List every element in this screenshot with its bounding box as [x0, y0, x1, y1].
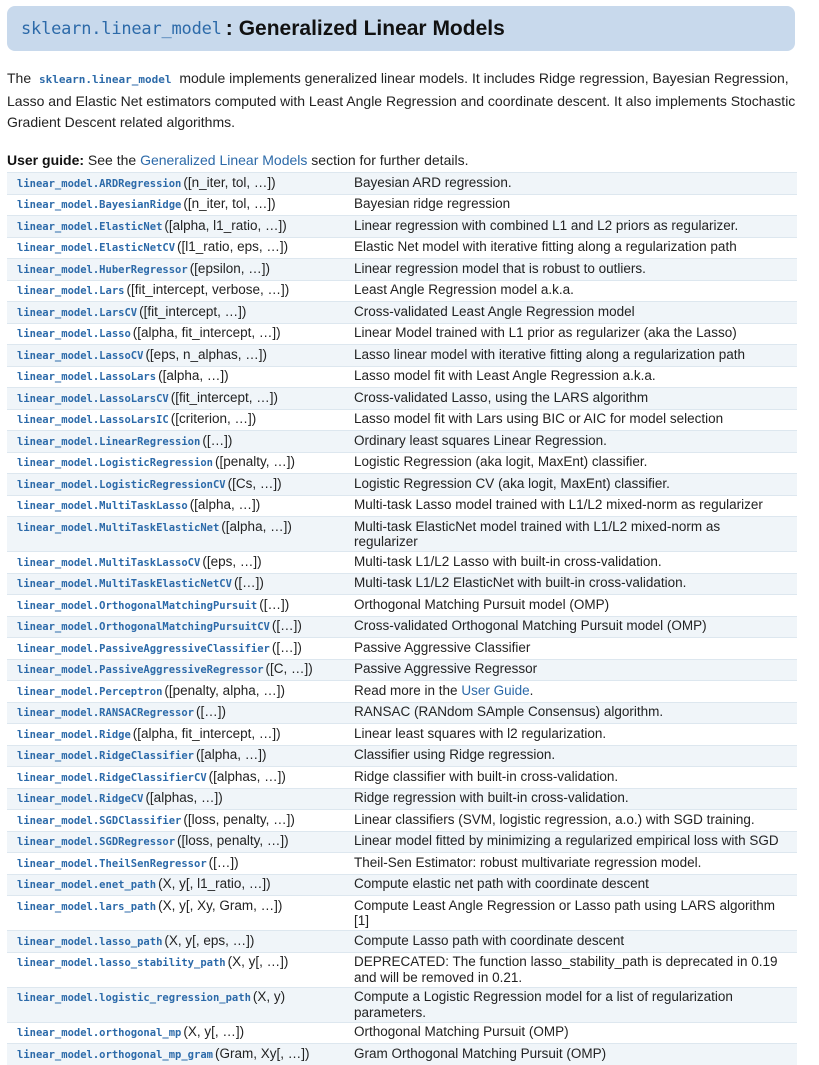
- table-row: [7, 366, 797, 388]
- api-link[interactable]: linear_model.SGDRegressor: [17, 836, 176, 848]
- api-link[interactable]: linear_model.lasso_path: [17, 935, 163, 948]
- user-guide-inline-link[interactable]: User Guide: [461, 682, 530, 698]
- api-description-text: Theil-Sen Estimator: robust multivariate regression model.: [354, 854, 702, 870]
- api-description-text: RANSAC (RANdom SAmple Consensus) algorithm.: [354, 704, 664, 719]
- api-name-cell: [7, 495, 348, 517]
- api-signature: (X, y[, Xy, Gram, …]): [158, 897, 283, 913]
- api-name-cell: [7, 724, 348, 746]
- api-name-cell: [7, 896, 348, 931]
- api-link[interactable]: linear_model.ElasticNetCV: [17, 242, 176, 254]
- api-link[interactable]: linear_model.LassoLarsIC: [17, 414, 169, 426]
- api-description: [348, 595, 797, 617]
- api-description: [348, 702, 797, 724]
- api-signature: ([fit_intercept, …]): [170, 389, 279, 405]
- api-name-cell: [7, 853, 348, 875]
- api-description-text: Ridge classifier with built-in cross-validation.: [354, 768, 619, 784]
- api-description-text: Logistic Regression (aka logit, MaxEnt) classifier.: [354, 454, 648, 469]
- table-row: [7, 952, 797, 987]
- table-row: [7, 788, 797, 810]
- api-description: [348, 388, 797, 410]
- api-link[interactable]: linear_model.orthogonal_mp_gram: [17, 1048, 213, 1061]
- api-description-text: Logistic Regression CV (aka logit, MaxEnt) classifier.: [354, 475, 670, 491]
- api-signature: ([…]): [196, 704, 227, 719]
- api-name-cell: [7, 388, 348, 410]
- api-link[interactable]: linear_model.HuberRegressor: [17, 263, 188, 276]
- api-link[interactable]: linear_model.PassiveAggressiveRegressor: [17, 664, 264, 676]
- api-name-cell: [7, 659, 348, 681]
- table-row: [7, 280, 797, 302]
- api-signature: (X, y[, eps, …]): [164, 932, 255, 948]
- api-signature: (X, y): [252, 989, 286, 1004]
- api-link[interactable]: linear_model.MultiTaskElasticNetCV: [17, 578, 232, 590]
- api-description-text: Multi-task L1/L2 ElasticNet with built-in cross-validation.: [354, 575, 687, 590]
- api-name-cell: [7, 810, 348, 832]
- api-description: [348, 409, 797, 431]
- api-signature: ([alpha, …]): [221, 518, 292, 534]
- table-row: [7, 495, 797, 517]
- table-row: [7, 724, 797, 746]
- api-name-cell: [7, 874, 348, 896]
- table-row: [7, 767, 797, 789]
- api-name-cell: [7, 831, 348, 853]
- api-signature: ([criterion, …]): [170, 411, 257, 426]
- api-name-cell: [7, 259, 348, 281]
- api-description-text: Cross-validated Orthogonal Matching Pursuit model (OMP): [354, 618, 707, 633]
- api-signature: (X, y[, …]): [183, 1024, 245, 1039]
- table-row: [7, 987, 797, 1022]
- api-link[interactable]: linear_model.LassoLarsCV: [17, 392, 169, 405]
- api-link[interactable]: linear_model.MultiTaskElasticNet: [17, 521, 220, 534]
- api-description-text: Linear classifiers (SVM, logistic regression, a.o.) with SGD training.: [354, 811, 755, 827]
- api-signature: ([penalty, alpha, …]): [164, 682, 285, 698]
- api-signature: ([alpha, fit_intercept, …]): [132, 725, 281, 741]
- user-guide-line: [7, 151, 468, 169]
- api-name-cell: [7, 194, 348, 216]
- api-link[interactable]: linear_model.Perceptron: [17, 685, 163, 698]
- api-signature: ([alpha, l1_ratio, …]): [164, 217, 287, 233]
- api-description-text: Bayesian ridge regression: [354, 196, 511, 211]
- api-link[interactable]: linear_model.ElasticNet: [17, 220, 163, 233]
- api-link[interactable]: linear_model.ARDRegression: [17, 177, 182, 190]
- api-signature: ([alphas, …]): [208, 768, 286, 784]
- api-description-text: Linear regression with combined L1 and L2 priors as regularizer.: [354, 217, 739, 233]
- api-description: [348, 853, 797, 875]
- api-link[interactable]: linear_model.lasso_stability_path: [17, 957, 226, 969]
- api-name-cell: [7, 366, 348, 388]
- api-description: [348, 788, 797, 810]
- table-row: [7, 853, 797, 875]
- api-description: [348, 474, 797, 496]
- api-description-text: Cross-validated Lasso, using the LARS algorithm: [354, 389, 649, 405]
- api-description-text: Least Angle Regression model a.k.a.: [354, 282, 574, 297]
- api-description-text: Lasso model fit with Least Angle Regression a.k.a.: [354, 368, 656, 383]
- api-signature: ([alpha, fit_intercept, …]): [132, 325, 281, 340]
- api-link[interactable]: linear_model.LogisticRegressionCV: [17, 478, 226, 491]
- table-row: [7, 259, 797, 281]
- intro-module-code: sklearn.linear_model: [39, 73, 172, 86]
- api-description: [348, 216, 797, 238]
- api-signature: ([…]): [271, 639, 302, 655]
- api-signature: ([C, …]): [265, 661, 313, 676]
- title-module-name: sklearn.linear_model: [21, 18, 222, 39]
- api-link[interactable]: linear_model.Lasso: [17, 328, 131, 340]
- api-description: [348, 745, 797, 767]
- api-description-text: Read more in the: [354, 682, 458, 698]
- api-name-cell: [7, 681, 348, 703]
- api-signature: ([…]): [259, 596, 290, 612]
- api-description-text: Compute Lasso path with coordinate descent: [354, 932, 625, 948]
- api-link[interactable]: linear_model.LarsCV: [17, 306, 138, 319]
- intro-paragraph: [7, 68, 797, 134]
- api-description: [348, 952, 797, 987]
- table-row: [7, 388, 797, 410]
- api-description: [348, 681, 797, 703]
- table-row: [7, 517, 797, 552]
- api-description-text: Gram Orthogonal Matching Pursuit (OMP): [354, 1045, 607, 1061]
- api-description: [348, 302, 797, 324]
- title-separator: :: [225, 16, 233, 40]
- api-name-cell: [7, 452, 348, 474]
- api-description: [348, 724, 797, 746]
- api-signature: ([n_iter, tol, …]): [183, 196, 276, 211]
- api-description-text: Linear model fitted by minimizing a regularized empirical loss with SGD: [354, 833, 779, 848]
- api-description-text: Multi-task ElasticNet model trained with L1/L2 mixed-norm as regularizer: [354, 518, 721, 549]
- table-row: [7, 237, 797, 259]
- table-row: [7, 745, 797, 767]
- api-name-cell: [7, 616, 348, 638]
- api-description: [348, 517, 797, 552]
- api-description: [348, 259, 797, 281]
- api-name-cell: [7, 431, 348, 453]
- api-link[interactable]: linear_model.Lars: [17, 285, 125, 297]
- api-description-text: Passive Aggressive Regressor: [354, 661, 538, 676]
- api-description: [348, 638, 797, 660]
- api-description-text: Multi-task L1/L2 Lasso with built-in cross-validation.: [354, 553, 662, 569]
- api-description-text: Classifier using Ridge regression.: [354, 747, 556, 762]
- api-name-cell: [7, 216, 348, 238]
- api-link[interactable]: linear_model.orthogonal_mp: [17, 1027, 182, 1039]
- api-name-cell: [7, 987, 348, 1022]
- api-name-cell: [7, 474, 348, 496]
- table-row: [7, 302, 797, 324]
- api-description: [348, 987, 797, 1022]
- api-description: [348, 874, 797, 896]
- user-guide-link[interactable]: Generalized Linear Models: [140, 152, 308, 168]
- api-description-text: Orthogonal Matching Pursuit model (OMP): [354, 596, 610, 612]
- intro-pre: The: [7, 70, 32, 86]
- table-row: [7, 216, 797, 238]
- api-signature: ([alpha, …]): [189, 497, 261, 512]
- api-link[interactable]: linear_model.SGDClassifier: [17, 814, 182, 827]
- api-name-cell: [7, 745, 348, 767]
- api-link[interactable]: linear_model.Ridge: [17, 728, 131, 741]
- api-signature: ([…]): [208, 854, 239, 870]
- api-description: [348, 1022, 797, 1044]
- table-row: [7, 1022, 797, 1044]
- title-text: Generalized Linear Models: [238, 16, 505, 40]
- api-name-cell: [7, 517, 348, 552]
- api-link[interactable]: linear_model.LinearRegression: [17, 435, 201, 448]
- api-link[interactable]: linear_model.MultiTaskLassoCV: [17, 556, 201, 569]
- api-description-text: Lasso linear model with iterative fitting along a regularization path: [354, 346, 745, 362]
- api-name-cell: [7, 573, 348, 595]
- api-description: [348, 431, 797, 453]
- api-signature: ([eps, n_alphas, …]): [145, 346, 267, 362]
- table-row: [7, 431, 797, 453]
- user-guide-post: section for further details.: [311, 152, 469, 168]
- table-row: [7, 702, 797, 724]
- api-name-cell: [7, 409, 348, 431]
- api-signature: ([epsilon, …]): [189, 260, 270, 276]
- api-description-text: Lasso model fit with Lars using BIC or AIC for model selection: [354, 411, 724, 426]
- table-row: [7, 552, 797, 574]
- table-row: [7, 616, 797, 638]
- api-name-cell: [7, 1044, 348, 1065]
- api-signature: ([l1_ratio, eps, …]): [177, 239, 289, 254]
- api-description: [348, 616, 797, 638]
- api-link[interactable]: linear_model.LassoCV: [17, 349, 144, 362]
- api-table-body: [7, 173, 797, 1065]
- api-description-text: Orthogonal Matching Pursuit (OMP): [354, 1024, 569, 1039]
- api-link[interactable]: linear_model.RANSACRegressor: [17, 707, 195, 719]
- api-name-cell: [7, 345, 348, 367]
- api-description-end: .: [529, 682, 534, 698]
- api-name-cell: [7, 1022, 348, 1044]
- api-description-text: Ordinary least squares Linear Regression.: [354, 432, 607, 448]
- api-link[interactable]: linear_model.RidgeClassifier: [17, 750, 195, 762]
- api-name-cell: [7, 280, 348, 302]
- api-signature: ([penalty, …]): [214, 454, 295, 469]
- table-row: [7, 681, 797, 703]
- api-signature: ([Cs, …]): [227, 475, 282, 491]
- api-link[interactable]: linear_model.RidgeClassifierCV: [17, 771, 207, 784]
- api-description: [348, 659, 797, 681]
- api-signature: (X, y[, l1_ratio, …]): [158, 876, 271, 891]
- api-name-cell: [7, 173, 348, 195]
- api-description-text: Linear Model trained with L1 prior as regularizer (aka the Lasso): [354, 325, 737, 340]
- api-link[interactable]: linear_model.PassiveAggressiveClassifier: [17, 642, 270, 655]
- api-description: [348, 931, 797, 953]
- api-description-text: Linear regression model that is robust to outliers.: [354, 260, 646, 276]
- api-name-cell: [7, 702, 348, 724]
- api-description: [348, 280, 797, 302]
- api-description: [348, 831, 797, 853]
- api-signature: ([…]): [233, 575, 264, 590]
- api-description-text: DEPRECATED: The function lasso_stability_path is deprecated in 0.19 and will be removed in 0.21.: [354, 954, 778, 985]
- api-description: [348, 896, 797, 931]
- api-link[interactable]: linear_model.MultiTaskLasso: [17, 500, 188, 512]
- api-description-text: Bayesian ARD regression.: [354, 174, 512, 190]
- table-row: [7, 409, 797, 431]
- api-signature: ([n_iter, tol, …]): [183, 174, 276, 190]
- table-row: [7, 323, 797, 345]
- api-signature: ([fit_intercept, …]): [139, 303, 247, 319]
- api-description: [348, 366, 797, 388]
- table-row: [7, 194, 797, 216]
- api-description: [348, 1044, 797, 1065]
- api-table: [7, 172, 797, 1065]
- table-row: [7, 452, 797, 474]
- api-link[interactable]: linear_model.logistic_regression_path: [17, 992, 251, 1004]
- table-row: [7, 896, 797, 931]
- api-name-cell: [7, 788, 348, 810]
- api-description-text: Cross-validated Least Angle Regression model: [354, 303, 635, 319]
- api-link[interactable]: linear_model.RidgeCV: [17, 793, 144, 805]
- api-name-cell: [7, 931, 348, 953]
- api-description-text: Ridge regression with built-in cross-validation.: [354, 790, 629, 805]
- api-description: [348, 573, 797, 595]
- api-signature: ([…]): [202, 432, 233, 448]
- api-link[interactable]: linear_model.OrthogonalMatchingPursuitCV: [17, 621, 270, 633]
- api-link[interactable]: linear_model.lars_path: [17, 900, 157, 913]
- table-row: [7, 474, 797, 496]
- api-link[interactable]: linear_model.LassoLars: [17, 371, 157, 383]
- api-signature: ([alpha, …]): [196, 747, 267, 762]
- page-title: [7, 6, 795, 51]
- api-description-text: Compute elastic net path with coordinate descent: [354, 876, 649, 891]
- api-name-cell: [7, 302, 348, 324]
- api-description-text: Multi-task Lasso model trained with L1/L2 mixed-norm as regularizer: [354, 497, 763, 512]
- intro-post: module implements generalized linear models. It includes Ridge regression, Bayesian Regression, Lasso and Elastic Net estimators computed with Least Angle Regression and coordinate descent. It also implements Stochastic Gradient Descent related algorithms.: [7, 70, 796, 130]
- api-description: [348, 194, 797, 216]
- user-guide-label: User guide:: [7, 152, 85, 168]
- api-signature: ([loss, penalty, …]): [183, 811, 295, 827]
- api-description-text: Compute Least Angle Regression or Lasso path using LARS algorithm [1]: [354, 897, 775, 928]
- api-description-text: Passive Aggressive Classifier: [354, 639, 531, 655]
- api-link[interactable]: linear_model.OrthogonalMatchingPursuit: [17, 599, 258, 612]
- user-guide-pre: See the: [87, 152, 137, 168]
- api-description-text: Compute a Logistic Regression model for a list of regularization parameters.: [354, 989, 733, 1020]
- api-signature: ([…]): [271, 618, 302, 633]
- api-name-cell: [7, 952, 348, 987]
- api-name-cell: [7, 323, 348, 345]
- api-description: [348, 810, 797, 832]
- api-description: [348, 452, 797, 474]
- api-name-cell: [7, 638, 348, 660]
- table-row: [7, 173, 797, 195]
- api-description-text: Elastic Net model with iterative fitting along a regularization path: [354, 239, 737, 254]
- api-description: [348, 552, 797, 574]
- api-signature: ([loss, penalty, …]): [177, 833, 289, 848]
- api-description: [348, 173, 797, 195]
- api-signature: ([alphas, …]): [145, 790, 223, 805]
- api-name-cell: [7, 237, 348, 259]
- api-link[interactable]: linear_model.TheilSenRegressor: [17, 857, 207, 870]
- api-description: [348, 323, 797, 345]
- table-row: [7, 638, 797, 660]
- api-name-cell: [7, 552, 348, 574]
- table-row: [7, 931, 797, 953]
- table-row: [7, 345, 797, 367]
- api-link[interactable]: linear_model.LogisticRegression: [17, 457, 213, 469]
- api-description: [348, 767, 797, 789]
- table-row: [7, 810, 797, 832]
- api-signature: (Gram, Xy[, …]): [214, 1045, 310, 1061]
- api-description: [348, 345, 797, 367]
- table-row: [7, 874, 797, 896]
- api-signature: (X, y[, …]): [227, 954, 289, 969]
- api-link[interactable]: linear_model.BayesianRidge: [17, 199, 182, 211]
- api-description: [348, 495, 797, 517]
- table-row: [7, 595, 797, 617]
- api-signature: ([fit_intercept, verbose, …]): [126, 282, 290, 297]
- api-signature: ([eps, …]): [202, 553, 262, 569]
- api-name-cell: [7, 595, 348, 617]
- api-signature: ([alpha, …]): [158, 368, 229, 383]
- table-row: [7, 1044, 797, 1065]
- api-link[interactable]: linear_model.enet_path: [17, 879, 157, 891]
- api-description-text: Linear least squares with l2 regularization.: [354, 725, 607, 741]
- table-row: [7, 573, 797, 595]
- api-name-cell: [7, 767, 348, 789]
- table-row: [7, 831, 797, 853]
- api-description: [348, 237, 797, 259]
- table-row: [7, 659, 797, 681]
